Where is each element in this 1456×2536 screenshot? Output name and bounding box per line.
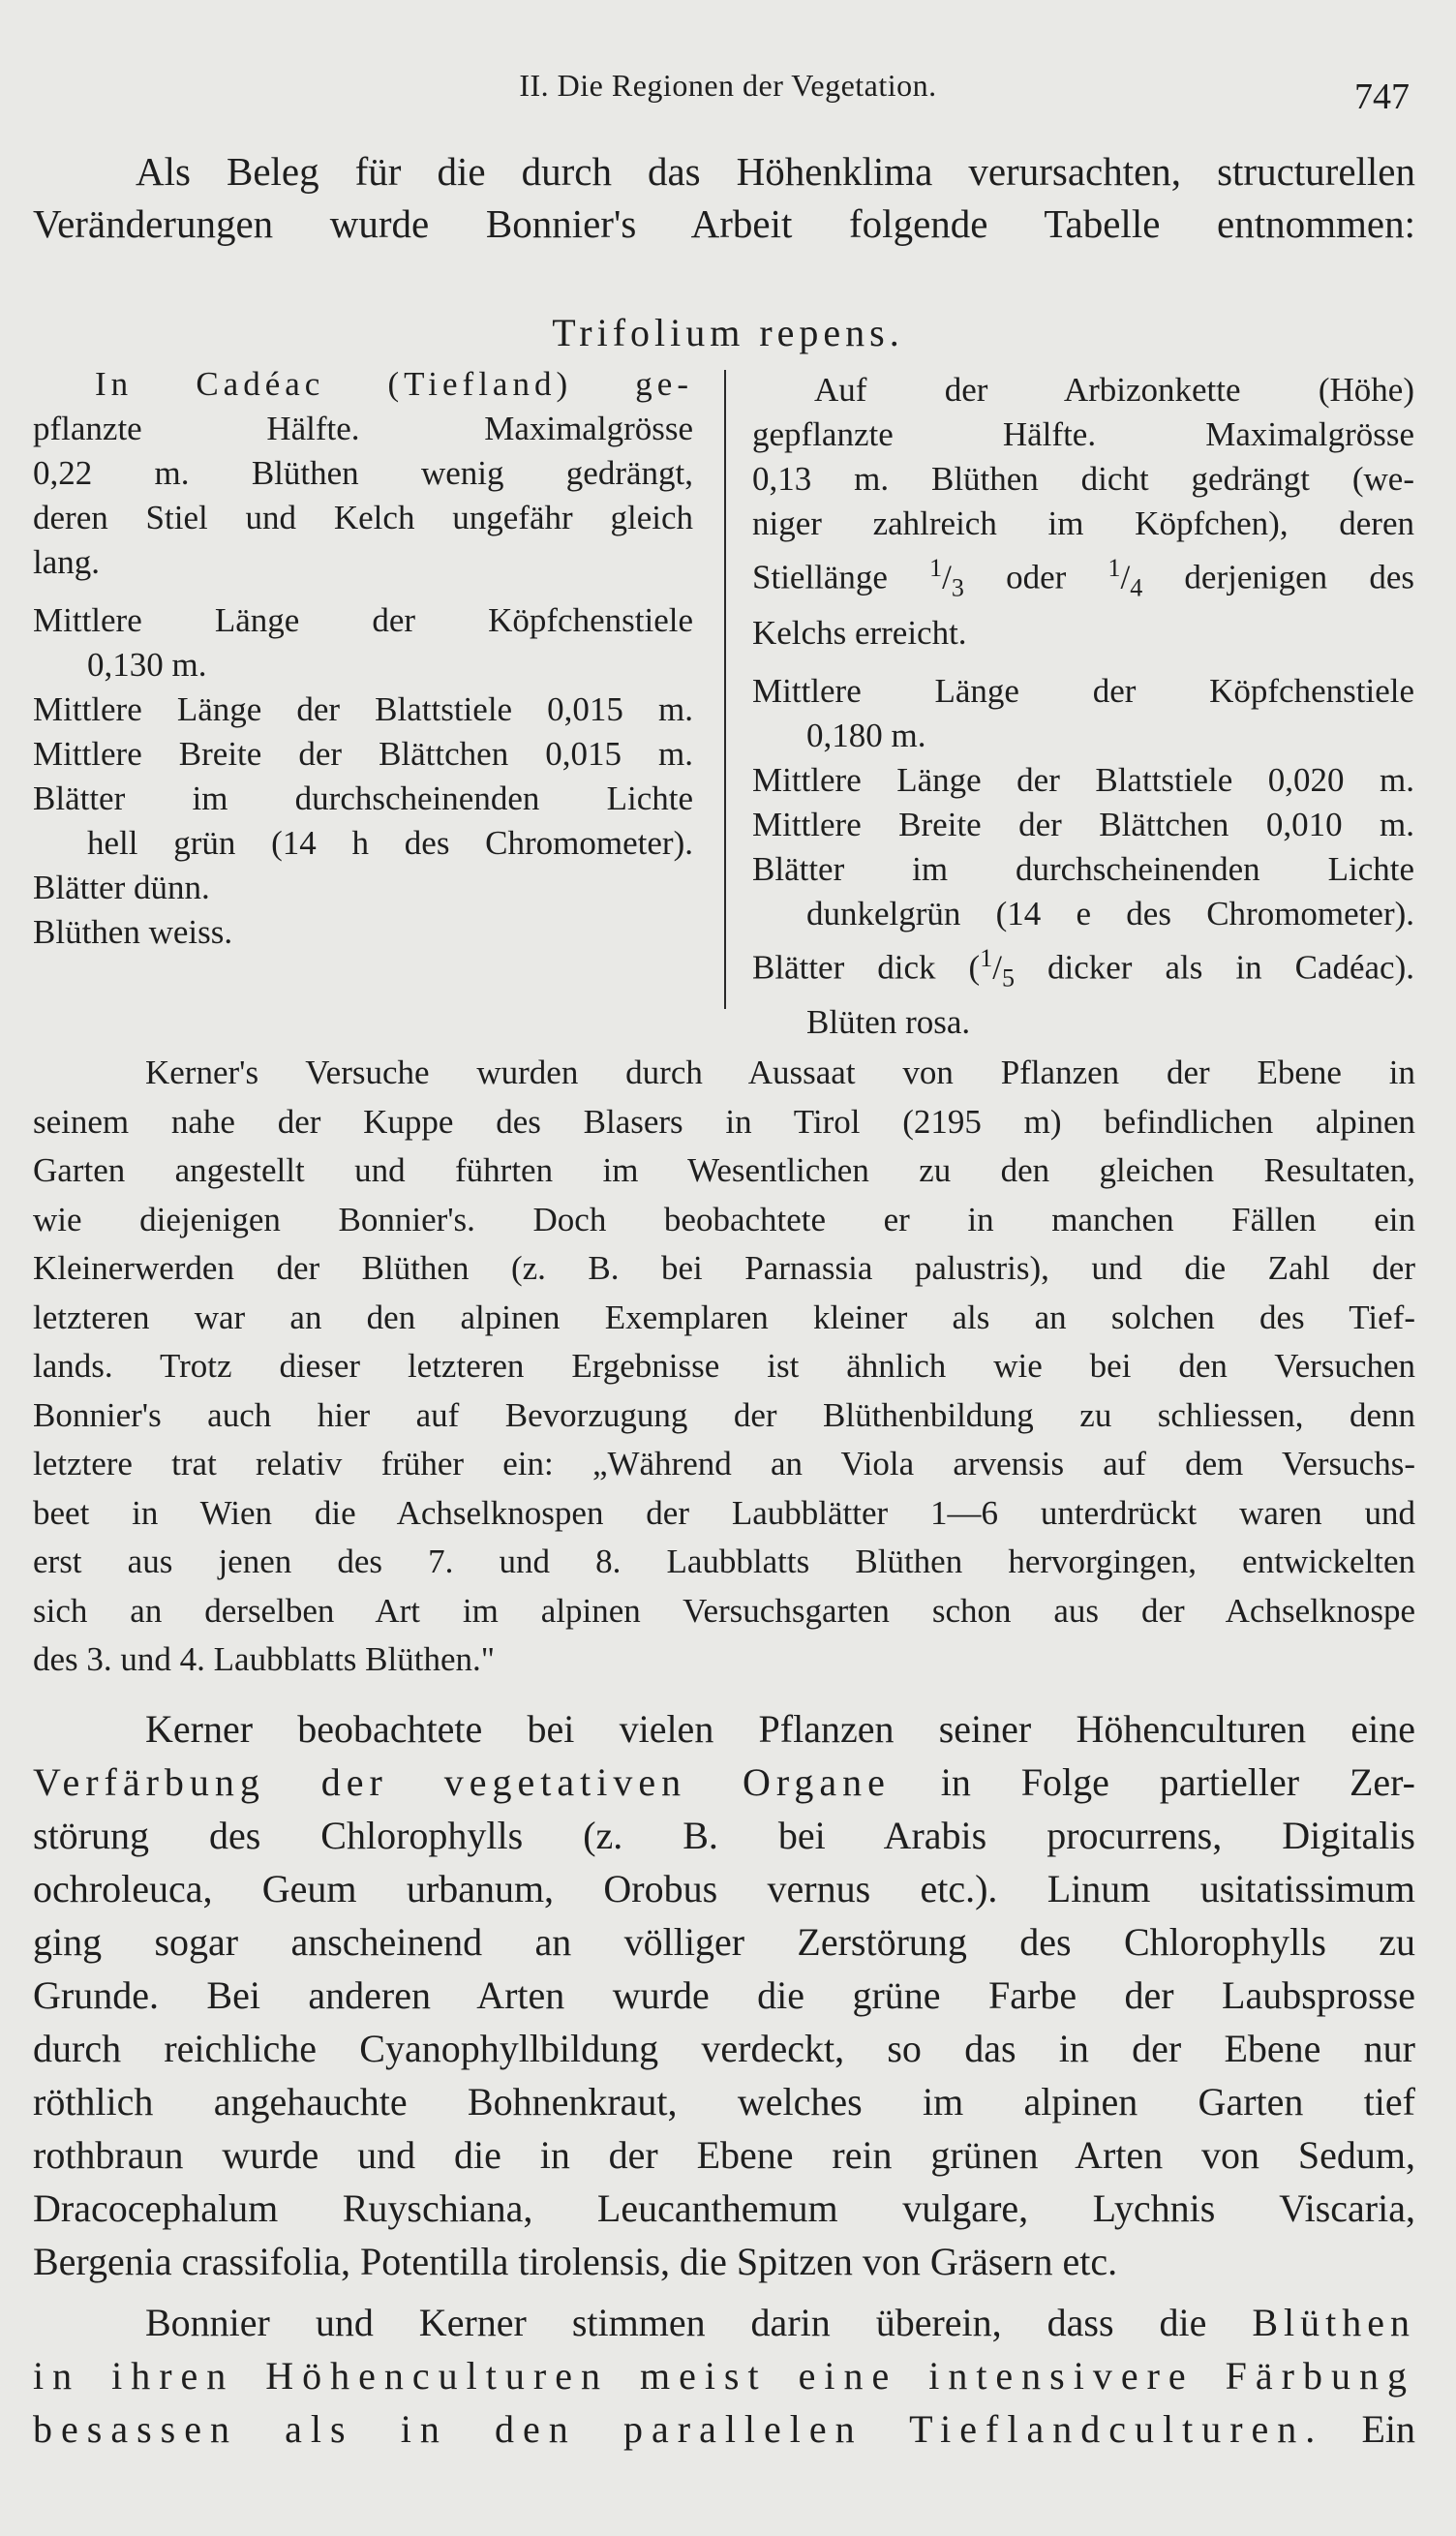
- text-line: letztere trat relativ früher ein: „Während an Viola arvensis auf dem Versuchs-: [33, 1445, 1415, 1482]
- text-line: Blüten rosa.: [806, 1003, 971, 1042]
- text-line: Kerner beobachtete bei vielen Pflanzen seiner Höhenculturen eine: [145, 1707, 1415, 1751]
- text-line: störung des Chlorophylls (z. B. bei Arabis procurrens, Digitalis: [33, 1814, 1415, 1857]
- emphasis-spaced: besassen als in den parallelen Tieflandculturen.: [33, 2407, 1324, 2451]
- text-line: Mittlere Breite der Blättchen 0,010 m.: [752, 805, 1414, 843]
- text-line: Grunde. Bei anderen Arten wurde die grüne Farbe der Laubsprosse: [33, 1973, 1415, 2017]
- text-line: beet in Wien die Achselknospen der Laubblätter 1—6 unterdrückt waren und: [33, 1493, 1415, 1532]
- text-run: Ein: [1323, 2407, 1415, 2451]
- text-run: dicker als in Cadéac).: [1014, 948, 1414, 987]
- text-run: in Folge partieller Zer-: [890, 1760, 1416, 1804]
- text-line: niger zahlreich im Köpfchen), deren: [752, 504, 1414, 542]
- text-line: in ihren Höhenculturen meist eine intensivere Färbung: [33, 2354, 1415, 2398]
- text-line: Mittlere Länge der Blattstiele 0,020 m.: [752, 760, 1414, 799]
- text-line: Mittlere Länge der Köpfchenstiele: [33, 601, 693, 639]
- text-line: wie diejenigen Bonnier's. Doch beobachtete er in manchen Fällen ein: [33, 1200, 1415, 1238]
- text-line: Blätter dünn.: [33, 869, 210, 906]
- fraction-denominator: 5: [1001, 963, 1015, 993]
- fraction-numerator: 1: [929, 554, 943, 582]
- text-line: [33, 2402, 1415, 2456]
- intro-paragraph: [33, 145, 1415, 250]
- text-line: des 3. und 4. Laubblatts Blüthen.": [33, 1640, 496, 1678]
- fraction-slash: /: [942, 558, 952, 596]
- table-column-tiefland: [33, 362, 693, 955]
- text-line: [33, 2296, 1415, 2349]
- text-line: Mittlere Länge der Blattstiele 0,015 m.: [33, 690, 693, 728]
- text-line: Kelchs erreicht.: [752, 613, 967, 652]
- text-line: ochroleuca, Geum urbanum, Orobus vernus etc.). Linum usitatissimum: [33, 1867, 1415, 1910]
- fraction-numerator: 1: [1107, 554, 1121, 582]
- text-line: rothbraun wurde und die in der Ebene rein grünen Arten von Sedum,: [33, 2133, 1415, 2177]
- text-line: Blätter im durchscheinenden Lichte: [33, 779, 693, 817]
- emphasis-spaced: Blüthen: [1252, 2301, 1415, 2344]
- fraction-slash: /: [992, 948, 1002, 987]
- text-line: Kerner's Versuche wurden durch Aussaat von Pflanzen der Ebene in: [145, 1054, 1415, 1091]
- page-number: 747: [1354, 76, 1410, 117]
- text-line: In Cadéac (Tiefland) ge-: [95, 365, 693, 403]
- text-line: Bonnier's auch hier auf Bevorzugung der Blüthenbildung zu schliessen, denn: [33, 1395, 1415, 1434]
- text-line: durch reichliche Cyanophyllbildung verdeckt, so das in der Ebene nur: [33, 2027, 1415, 2070]
- text-run: Blätter dick (: [752, 948, 981, 987]
- text-line: [33, 1756, 1415, 1809]
- text-line: Blüthen weiss.: [33, 913, 233, 951]
- text-line: Mittlere Länge der Köpfchenstiele: [752, 671, 1414, 710]
- text-line: sich an derselben Art im alpinen Versuchsgarten schon aus der Achselknospe: [33, 1591, 1415, 1630]
- text-line: 0,130 m.: [87, 646, 207, 684]
- text-line: dunkelgrün (14 e des Chromometer).: [806, 894, 1414, 932]
- text-line: erst aus jenen des 7. und 8. Laubblatts Blüthen hervorgingen, entwickelten: [33, 1543, 1415, 1580]
- text-line: 0,22 m. Blüthen wenig gedrängt,: [33, 454, 693, 492]
- text-line: röthlich angehauchte Bohnenkraut, welches im alpinen Garten tief: [33, 2080, 1415, 2124]
- text-line: 0,180 m.: [806, 716, 926, 754]
- text-run: oder: [963, 558, 1108, 596]
- kerner-paragraph: [33, 1049, 1415, 1685]
- text-line: seinem nahe der Kuppe des Blasers in Tirol (2195 m) befindlichen alpinen: [33, 1102, 1415, 1141]
- text-line: pflanzte Hälfte. Maximalgrösse: [33, 410, 693, 447]
- text-line: Kleinerwerden der Blüthen (z. B. bei Parnassia palustris), und die Zahl der: [33, 1249, 1415, 1287]
- text-line: 0,13 m. Blüthen dicht gedrängt (we-: [752, 460, 1414, 498]
- text-line: ging sogar anscheinend an völliger Zerstörung des Chlorophylls zu: [33, 1920, 1415, 1964]
- text-line: Garten angestellt und führten im Wesentlichen zu den gleichen Resultaten,: [33, 1151, 1415, 1189]
- text-line: gepflanzte Hälfte. Maximalgrösse: [752, 415, 1414, 453]
- text-line: Mittlere Breite der Blättchen 0,015 m.: [33, 735, 693, 773]
- fraction-denominator: 3: [951, 573, 964, 602]
- main-paragraph: [33, 1702, 1415, 2456]
- text-line: Auf der Arbizonkette (Höhe): [814, 371, 1414, 409]
- emphasis-spaced: Verfärbung der vegetativen Organe: [33, 1760, 891, 1804]
- text-line: Bergenia crassifolia, Potentilla tirolensis, die Spitzen von Gräsern etc.: [33, 2240, 1118, 2283]
- text-line: deren Stiel und Kelch ungefähr gleich: [33, 499, 693, 536]
- text-line: [752, 546, 1414, 611]
- fraction-numerator: 1: [980, 943, 993, 972]
- text-line: Dracocephalum Ruyschiana, Leucanthemum vulgare, Lychnis Viscaria,: [33, 2186, 1415, 2230]
- fraction-denominator: 4: [1130, 573, 1143, 602]
- text-run: Bonnier und Kerner stimmen darin überein, dass die: [145, 2301, 1253, 2344]
- column-divider: [724, 370, 726, 1009]
- running-title: II. Die Regionen der Vegetation.: [519, 68, 937, 103]
- text-run: derjenigen des: [1142, 558, 1414, 596]
- page-header: [0, 68, 1456, 126]
- text-line: lang.: [33, 543, 101, 581]
- text-line: Veränderungen wurde Bonnier's Arbeit folgende Tabelle entnommen:: [33, 201, 1415, 246]
- text-run: Stiellänge: [752, 558, 930, 596]
- text-line: lands. Trotz dieser letzteren Ergebnisse ist ähnlich wie bei den Versuchen: [33, 1347, 1415, 1385]
- text-line: hell grün (14 h des Chromometer).: [87, 824, 693, 862]
- text-line: Blätter im durchscheinenden Lichte: [752, 849, 1414, 888]
- fraction-slash: /: [1120, 558, 1131, 596]
- table-title: Trifolium repens.: [552, 311, 904, 354]
- text-line: letzteren war an den alpinen Exemplaren kleiner als an solchen des Tief-: [33, 1298, 1415, 1336]
- table-column-hoehe: [752, 368, 1414, 1045]
- text-line: [752, 936, 1414, 1001]
- text-line: Als Beleg für die durch das Höhenklima verursachten, structurellen: [136, 149, 1415, 194]
